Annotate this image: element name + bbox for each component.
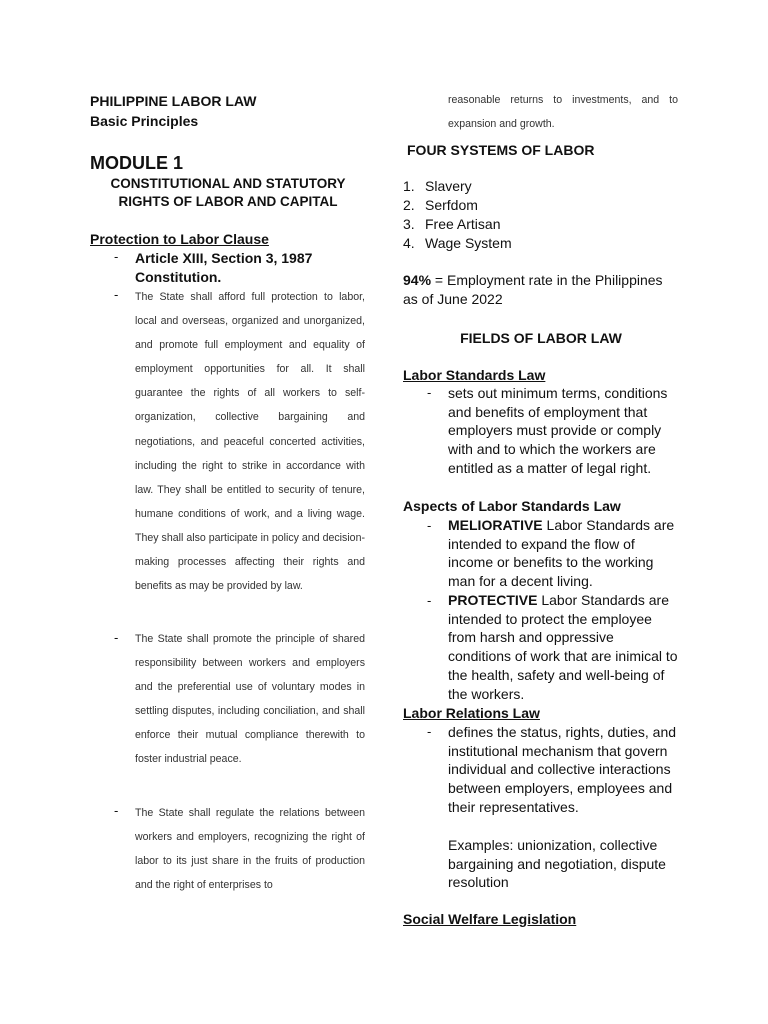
fields-heading: FIELDS OF LABOR LAW xyxy=(460,330,622,346)
document-subtitle: Basic Principles xyxy=(90,113,199,129)
protective-text: Labor Standards are intended to protect the employee from harsh and oppressive conditions of work that are inimical to the health, safety and well-being of the workers. xyxy=(448,592,678,702)
bullet-paragraph-3: The State shall regulate the relations between workers and employers, recognizing the right of labor to its just share in the fruits of production and the right of enterprises to xyxy=(135,807,365,892)
standards-definition: sets out minimum terms, conditions and benefits of employment that employers must provide or comply with and to which the workers are entitled as a matter of legal right. xyxy=(448,385,668,476)
social-welfare-heading: Social Welfare Legislation xyxy=(403,911,577,927)
list-item xyxy=(403,177,679,196)
relations-examples: Examples: unionization, collective bargaining and negotiation, dispute resolution xyxy=(448,837,666,891)
dash-marker: - xyxy=(427,385,432,400)
list-item-label: Slavery xyxy=(425,178,472,194)
bullet-paragraph-2: The State shall promote the principle of shared responsibility between workers and employers and the preferential use of voluntary modes in settling disputes, including conciliation, and shall enforce their mutual compliance therewith to foster industrial peace. xyxy=(135,633,365,766)
list-item-label: Free Artisan xyxy=(425,216,501,232)
relations-definition: defines the status, rights, duties, and institutional mechanism that govern individual and collective interactions between employers, employees and their representatives. xyxy=(448,724,677,815)
list-number: 4. xyxy=(403,235,415,251)
article-reference: Article XIII, Section 3, 1987 Constitution. xyxy=(135,250,313,285)
protective-term: PROTECTIVE xyxy=(448,592,538,608)
list-item-label: Wage System xyxy=(425,235,512,251)
document-title: PHILIPPINE LABOR LAW xyxy=(90,93,257,109)
employment-stat xyxy=(403,271,679,308)
continuation-text: reasonable returns to investments, and to expansion and growth. xyxy=(448,94,678,130)
standards-heading: Labor Standards Law xyxy=(403,367,546,383)
protection-heading: Protection to Labor Clause xyxy=(90,231,269,247)
section-heading: CONSTITUTIONAL AND STATUTORY RIGHTS OF LABOR AND CAPITAL xyxy=(110,176,346,209)
list-number: 3. xyxy=(403,216,415,232)
list-item-label: Serfdom xyxy=(425,197,478,213)
meliorative-item xyxy=(448,516,680,591)
employment-stat-text: = Employment rate in the Philippines as of June 2022 xyxy=(403,272,663,307)
dash-marker: - xyxy=(114,630,119,645)
meliorative-term: MELIORATIVE xyxy=(448,517,543,533)
dash-marker: - xyxy=(114,249,119,264)
protective-item xyxy=(448,591,680,703)
list-item xyxy=(403,196,679,215)
employment-stat-value: 94% xyxy=(403,272,432,288)
dash-marker: - xyxy=(114,287,119,302)
dash-marker: - xyxy=(427,518,432,533)
list-item xyxy=(403,215,679,234)
list-number: 1. xyxy=(403,178,415,194)
list-number: 2. xyxy=(403,197,415,213)
dash-marker: - xyxy=(427,593,432,608)
four-systems-heading: FOUR SYSTEMS OF LABOR xyxy=(407,142,595,158)
list-item xyxy=(403,234,679,253)
module-title: MODULE 1 xyxy=(90,153,184,173)
aspects-heading: Aspects of Labor Standards Law xyxy=(403,498,621,514)
dash-marker: - xyxy=(427,724,432,739)
dash-marker: - xyxy=(114,803,119,818)
meliorative-text: Labor Standards are intended to expand the flow of income or benefits to the working man for a decent living. xyxy=(448,517,675,590)
relations-heading: Labor Relations Law xyxy=(403,705,540,721)
bullet-paragraph-1: The State shall afford full protection to labor, local and overseas, organized and unorganized, and promote full employment and equality of employment opportunities for all. It shall guarantee the rights of all workers to self-organization, collective bargaining and negotiations, and peaceful concerted activities, including the right to strike in accordance with law. They shall be entitled to security of tenure, humane conditions of work, and a living wage. They shall also participate in policy and decision-making processes affecting their rights and benefits as may be provided by law. xyxy=(135,291,365,593)
